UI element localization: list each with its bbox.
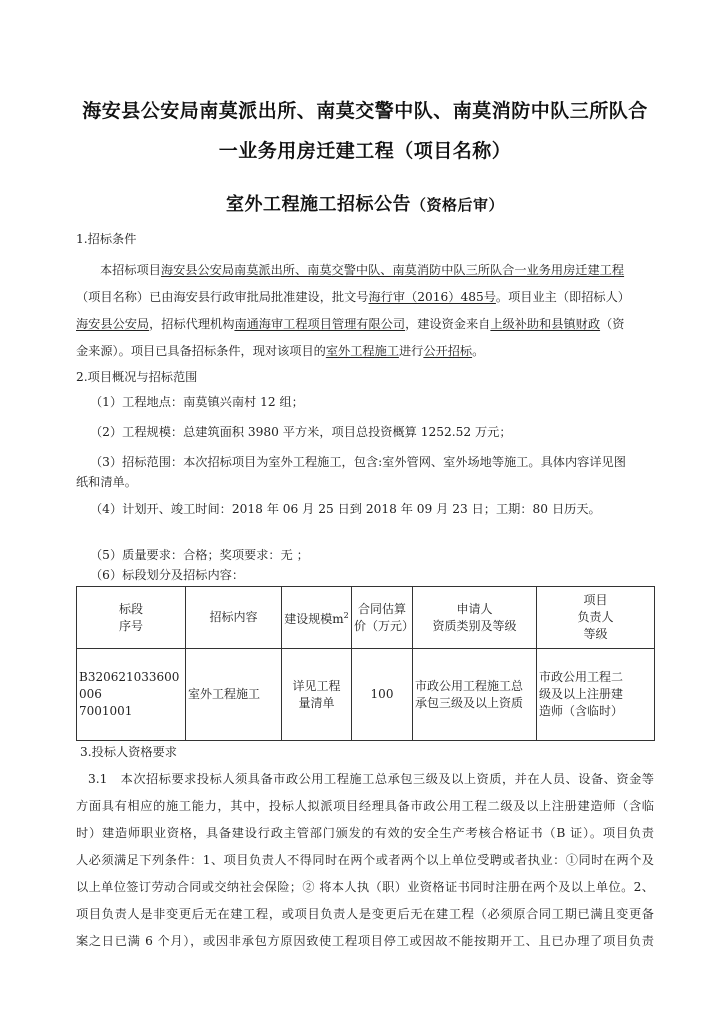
section-3-para-line-6: 项目负责人是非变更后无在建工程，或项目负责人是变更后无在建工程（必须原合同工期已满且变更备: [76, 907, 654, 921]
section-3-para-line-7: 案之日已满 6 个月），或因非承包方原因致使工程项目停工或因故不能按期开工、且已办理了项目负责: [76, 934, 654, 948]
cell-lot-number: B320621033600006 7001001: [77, 649, 186, 741]
header-contract-price: 合同估算 价（万元）: [352, 587, 413, 649]
table-row: [77, 649, 655, 741]
approval-number: 海行审（2016）485号: [368, 290, 496, 304]
header-lot-number: 标段 序号: [77, 587, 186, 649]
cell-contract-price: 100: [352, 649, 413, 741]
section-3-para-line-4: 人必须满足下列条件：1、项目负责人不得同时在两个或者两个以上单位受聘或者执业：①同时在两个及: [76, 853, 654, 867]
section-1-para-line-1: [76, 263, 654, 278]
bidding-agency: 南通海审工程项目管理有限公司: [234, 317, 406, 331]
project-owner: 海安县公安局: [76, 317, 150, 331]
para-text: 。项目业主（即招标人）: [495, 290, 630, 304]
section-2-item-scope-line-2: 纸和清单。: [76, 475, 137, 489]
section-3-heading: 3.投标人资格要求: [80, 745, 177, 759]
para-text: 金来源）。项目已具备招标条件，现对该项目的: [76, 344, 326, 358]
section-1-para-line-4: [76, 344, 654, 359]
section-2-item-location: （1）工程地点：南莫镇兴南村 12 组；: [90, 395, 304, 409]
cell-applicant-qualification: 市政公用工程施工总 承包三级及以上资质: [413, 649, 537, 741]
section-1-para-line-3: [76, 317, 654, 332]
para-text: （项目名称）已由海安县行政审批局批准建设，批文号: [76, 290, 369, 304]
cell-project-manager-grade: 市政公用工程二 级及以上注册建 造师（含临时）: [537, 649, 655, 741]
header-bid-content: 招标内容: [186, 587, 282, 649]
para-text: （资: [600, 317, 625, 331]
section-3-para-line-3: 时）建造师职业资格，具备建设行政主管部门颁发的有效的安全生产考核合格证书（B 证）。项目负责: [76, 826, 654, 840]
document-subtitle: [70, 190, 660, 216]
lot-table: [76, 586, 655, 741]
section-3-para-line-2: 方面具有相应的施工能力，其中，投标人拟派项目经理具备市政公用工程二级及以上注册建造师（含临: [76, 799, 654, 813]
fund-source: 上级补助和县镇财政: [490, 317, 601, 331]
project-name: 海安县公安局南莫派出所、南莫交警中队、南莫消防中队三所队合一业务用房迁建工程: [160, 263, 625, 277]
document-title-line-1: 海安县公安局南莫派出所、南莫交警中队、南莫消防中队三所队合: [82, 100, 648, 122]
para-text: 。: [472, 344, 485, 358]
cell-scale: 详见工程 量清单: [282, 649, 352, 741]
header-scale: 建设规模$m^2$: [282, 587, 352, 649]
section-2-item-scope-line-1: （3）招标范围：本次招标项目为室外工程施工，包含:室外管网、室外场地等施工。具体内容详见图: [90, 455, 626, 469]
section-2-item-quality: （5）质量要求：合格；奖项要求：无 ；: [90, 548, 309, 562]
section-2-item-scale: （2）工程规模：总建筑面积 3980 平方米，项目总投资概算 1252.52 万元；: [90, 425, 512, 439]
para-text: 本招标项目: [100, 263, 161, 277]
section-1-heading: 1.招标条件: [76, 232, 137, 246]
table-header-row: [77, 587, 655, 649]
cell-bid-content: 室外工程施工: [186, 649, 282, 741]
para-text: 进行: [398, 344, 424, 358]
section-2-item-schedule: （4）计划开、竣工时间：2018 年 06 月 25 日到 2018 年 09 月 23 日；工期：80 日历天。: [90, 502, 601, 516]
para-text: ，招标代理机构: [149, 317, 235, 331]
document-title-line-2: 一业务用房迁建工程（项目名称）: [218, 140, 512, 162]
bid-method: 公开招标: [423, 344, 473, 358]
section-1-para-line-2: [76, 290, 654, 305]
subtitle-main: 室外工程施工招标公告: [225, 194, 411, 215]
para-text: ，建设资金来自: [405, 317, 491, 331]
header-applicant-qualification: 申请人 资质类别及等级: [413, 587, 537, 649]
section-3-para-line-1: 3.1 本次招标要求投标人须具备市政公用工程施工总承包三级及以上资质，并在人员、设备、资金等: [88, 772, 654, 786]
section-3-para-line-5: 以上单位签订劳动合同或交纳社会保险；② 将本人执（职）业资格证书同时注册在两个及以上单位。2、: [76, 880, 654, 894]
bid-scope: 室外工程施工: [325, 344, 399, 358]
section-2-heading: 2.项目概况与招标范围: [76, 370, 198, 384]
header-project-manager-grade: 项目 负责人 等级: [537, 587, 655, 649]
section-2-item-lots: （6）标段划分及招标内容：: [90, 568, 245, 582]
subtitle-qualification: （资格后审）: [410, 196, 504, 214]
